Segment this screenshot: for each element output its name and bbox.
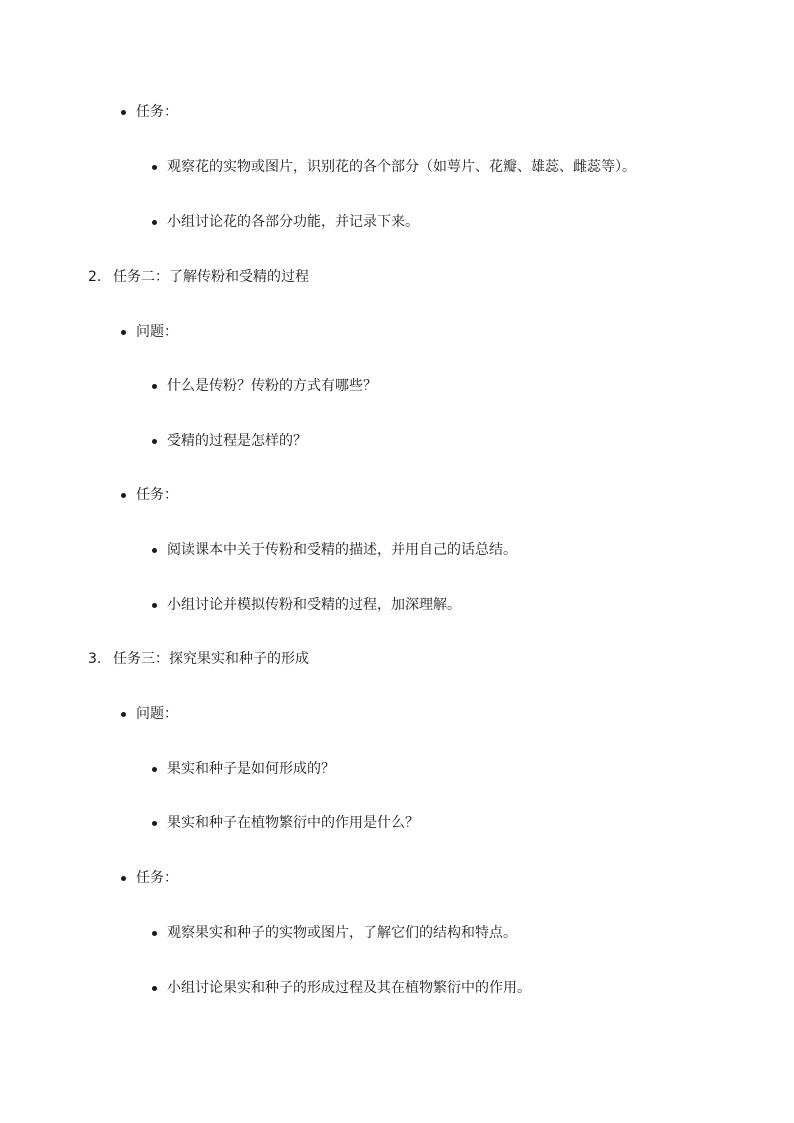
bullet-icon: [152, 767, 157, 772]
bullet-icon: [152, 384, 157, 389]
section3-question-label: 问题：: [136, 706, 178, 722]
bullet-icon: [121, 712, 126, 717]
list-item: [167, 212, 419, 232]
bullet-icon: [152, 931, 157, 936]
section2-task-1: 阅读课本中关于传粉和受精的描述，并用自己的话总结。: [167, 542, 517, 558]
bullet-icon: [121, 110, 126, 115]
section3-question-2: 果实和种子在植物繁衍中的作用是什么？: [167, 815, 419, 831]
list-item: [167, 157, 636, 177]
bullet-icon: [152, 548, 157, 553]
list-item: [167, 431, 307, 451]
list-item: [167, 978, 531, 998]
section3-question-heading: [136, 704, 178, 724]
list-item: [167, 759, 335, 779]
bullet-icon: [152, 220, 157, 225]
section2-title: 任务二：了解传粉和受精的过程: [113, 269, 309, 285]
section1-task-1: 观察花的实物或图片，识别花的各个部分（如萼片、花瓣、雄蕊、雌蕊等）。: [167, 159, 636, 175]
section2-task-label: 任务：: [136, 487, 178, 503]
section2-question-label: 问题：: [136, 324, 178, 340]
section2-task-2: 小组讨论并模拟传粉和受精的过程，加深理解。: [167, 597, 461, 613]
bullet-icon: [121, 493, 126, 498]
list-item: [167, 376, 377, 396]
section3-question-1: 果实和种子是如何形成的？: [167, 761, 335, 777]
bullet-icon: [152, 821, 157, 826]
list-item: [167, 813, 419, 833]
bullet-icon: [121, 330, 126, 335]
section1-task-2: 小组讨论花的各部分功能，并记录下来。: [167, 214, 419, 230]
list-item: [167, 923, 517, 943]
section2-question-2: 受精的过程是怎样的？: [167, 433, 307, 449]
section1-task-label: 任务：: [136, 104, 178, 120]
bullet-icon: [152, 439, 157, 444]
section2-question-1: 什么是传粉？传粉的方式有哪些？: [167, 378, 377, 394]
section1-task-heading: [136, 102, 178, 122]
section3-title: 任务三：探究果实和种子的形成: [113, 651, 309, 667]
list-item: [167, 540, 517, 560]
section2-question-heading: [136, 322, 178, 342]
bullet-icon: [152, 603, 157, 608]
bullet-icon: [121, 876, 126, 881]
list-item: [167, 595, 461, 615]
section2-number: 2.: [88, 269, 102, 285]
section2-task-heading: [136, 485, 178, 505]
section3-task-2: 小组讨论果实和种子的形成过程及其在植物繁衍中的作用。: [167, 980, 531, 996]
section3-number: 3.: [88, 651, 102, 667]
bullet-icon: [152, 165, 157, 170]
bullet-icon: [152, 986, 157, 991]
section3-task-heading: [136, 868, 178, 888]
section3-task-1: 观察果实和种子的实物或图片，了解它们的结构和特点。: [167, 925, 517, 941]
section3-task-label: 任务：: [136, 870, 178, 886]
